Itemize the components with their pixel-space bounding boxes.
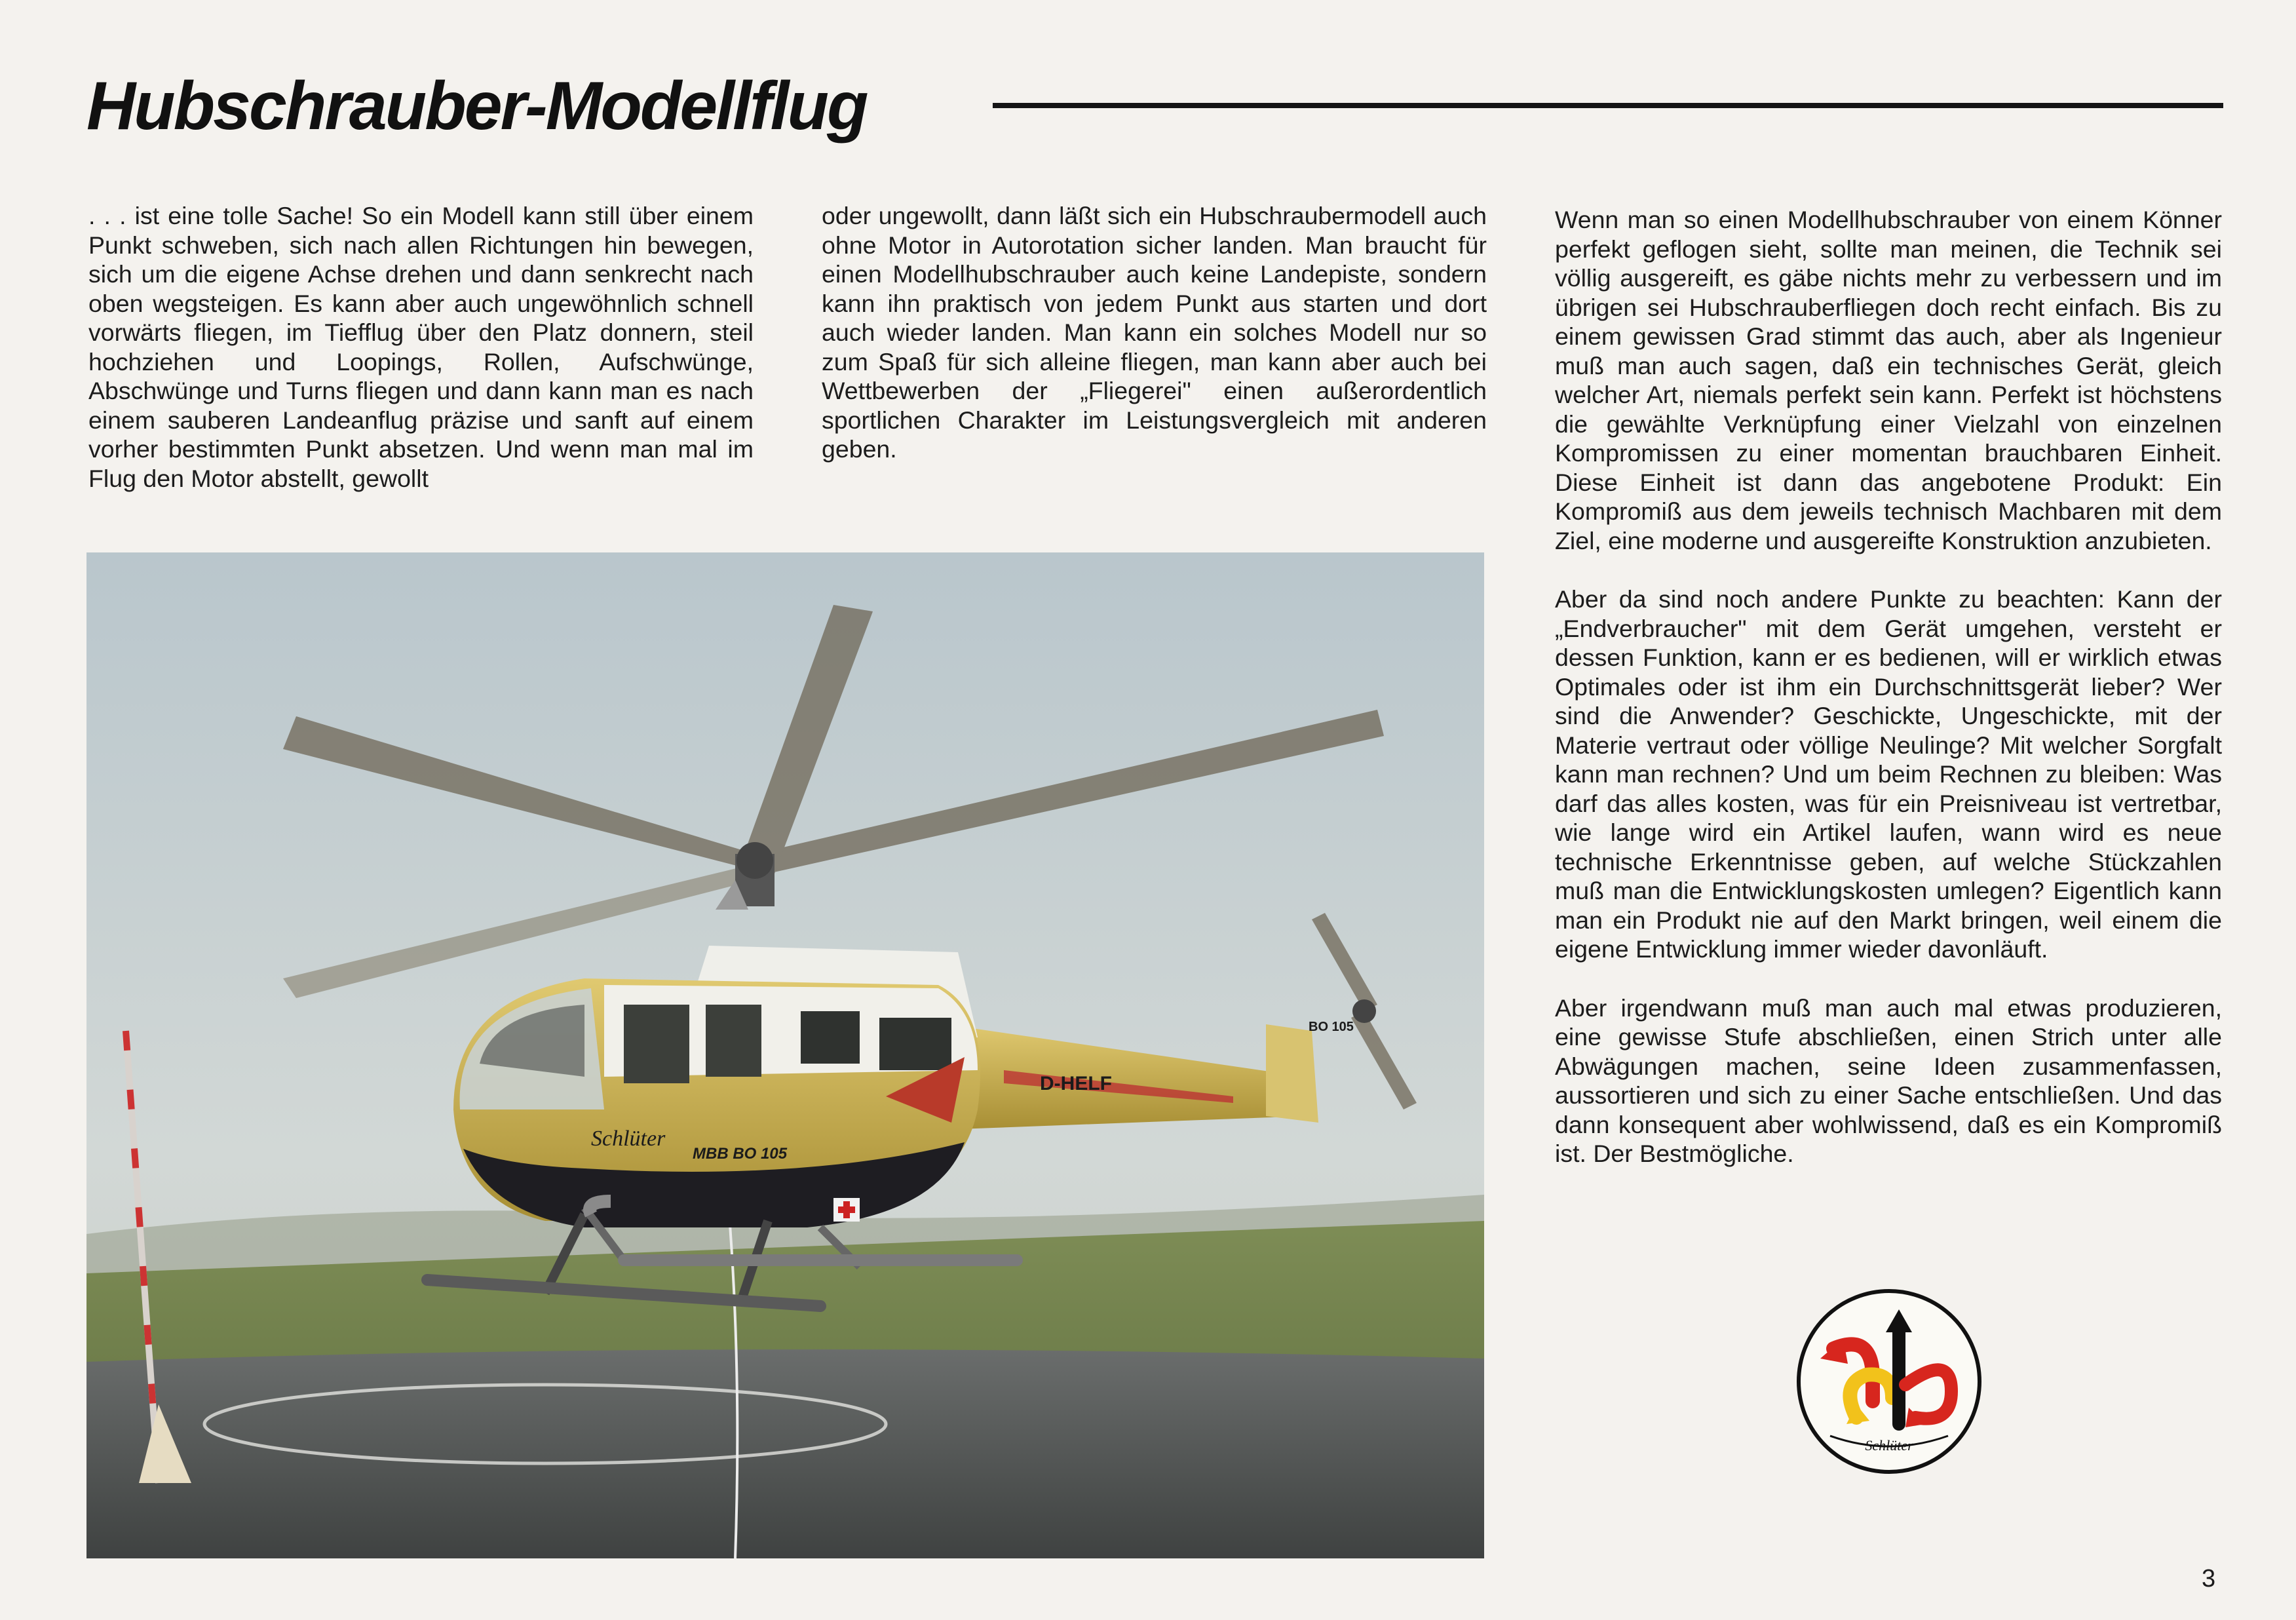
fuselage-registration: D-HELF	[1040, 1073, 1112, 1094]
column-3-paragraph-1: Wenn man so einen Modellhubschrauber von einem Könner perfekt geflogen sieht, sollte man meinen, die Technik sei völlig ausgereift, es gäbe nichts mehr zu verbessern und im übrigen sei Hubschrauberfliegen doch recht einfach. Bis zu einem gewissen Grad stimmt das auch, aber als Ingenieur muß man auch sagen, daß ein technisches Gerät, gleich welcher Art, niemals perfekt sein kann. Perfekt ist höchstens die gewählte Verknüpfung einer Vielzahl von einzelnen Kompromissen zu einer momentan brauchbaren Einheit. Diese Einheit ist dann das angebotene Produkt: Ein Kompromiß aus dem jeweils technisch Machbaren mit dem Ziel, eine moderne und ausgereifte Konstruktion anzubieten.	[1555, 206, 2222, 554]
text-column-1	[88, 201, 754, 522]
fuselage-model: MBB BO 105	[693, 1145, 788, 1163]
text-column-3	[1555, 205, 2222, 1198]
column-2-paragraph: oder ungewollt, dann läßt sich ein Hubschraubermodell auch ohne Motor in Autorotation sicher landen. Man braucht für einen Modellhubschrauber auch keine Landepiste, sondern kann ihn praktisch von jedem Punkt aus starten und dort auch wieder landen. Man kann ein solches Modell nur so zum Spaß für sich alleine fliegen, man kann aber auch bei Wettbewerben der „Fliegerei" einen außerordentlich sportlichen Charakter im Leistungsvergleich mit anderen geben.	[822, 202, 1487, 463]
text-column-2	[822, 201, 1487, 493]
fuselage-brand: Schlüter	[591, 1127, 666, 1151]
title-rule	[993, 103, 2223, 108]
page-number: 3	[2202, 1565, 2216, 1592]
page-title: Hubschrauber-Modellflug	[86, 68, 867, 144]
tail-label: BO 105	[1309, 1020, 1354, 1034]
logo-brand: Schlüter	[1865, 1437, 1913, 1454]
schlueter-logo	[1794, 1286, 1984, 1476]
column-1-paragraph: . . . ist eine tolle Sache! So ein Modell kann still über einem Punkt schweben, sich nach allen Richtungen hin bewegen, sich um die eigene Achse drehen und dann senkrecht nach oben wegsteigen. Es kann aber auch ungewöhnlich schnell vorwärts fliegen, im Tiefflug über den Platz donnern, steil hochziehen und Loopings, Rollen, Aufschwünge, Abschwünge und Turns fliegen und dann kann man es nach einem sauberen Landeanflug präzise und sanft auf einem vorher bestimmten Punkt absetzen. Und wenn man mal im Flug den Motor abstellt, gewollt	[88, 202, 754, 492]
column-3-paragraph-3: Aber irgendwann muß man auch mal etwas produzieren, eine gewisse Stufe abschließen, einen Strich unter alle Abwägungen machen, seine Ideen zusammenfassen, aussortieren und sich zu einer Sache entschließen. Und das dann konsequent aber wohlwissend, daß es ein Kompromiß ist. Der Bestmögliche.	[1555, 993, 2222, 1167]
helicopter-photo	[86, 552, 1484, 1558]
column-3-paragraph-2: Aber da sind noch andere Punkte zu beachten: Kann der „Endverbraucher" mit dem Gerät umgehen, versteht er dessen Funktion, kann er es bedienen, will er wirklich etwas Optimales oder ist ihm ein Durchschnittsgerät lieber? Wer sind die Anwender? Geschickte, Ungeschickte, mit der Materie vertraut oder völlige Neulinge? Mit welcher Sorgfalt kann man rechnen? Und um beim Rechnen zu bleiben: Was darf das alles kosten, was für ein Preisniveau ist vertretbar, wie lange wird ein Artikel laufen, wann wird es neue technische Erkenntnisse geben, auf welche Stückzahlen muß man die Entwicklungskosten umlegen? Eigentlich kann man ein Produkt nie auf den Markt bringen, weil einem die eigene Entwicklung immer wieder davonläuft.	[1555, 585, 2222, 963]
